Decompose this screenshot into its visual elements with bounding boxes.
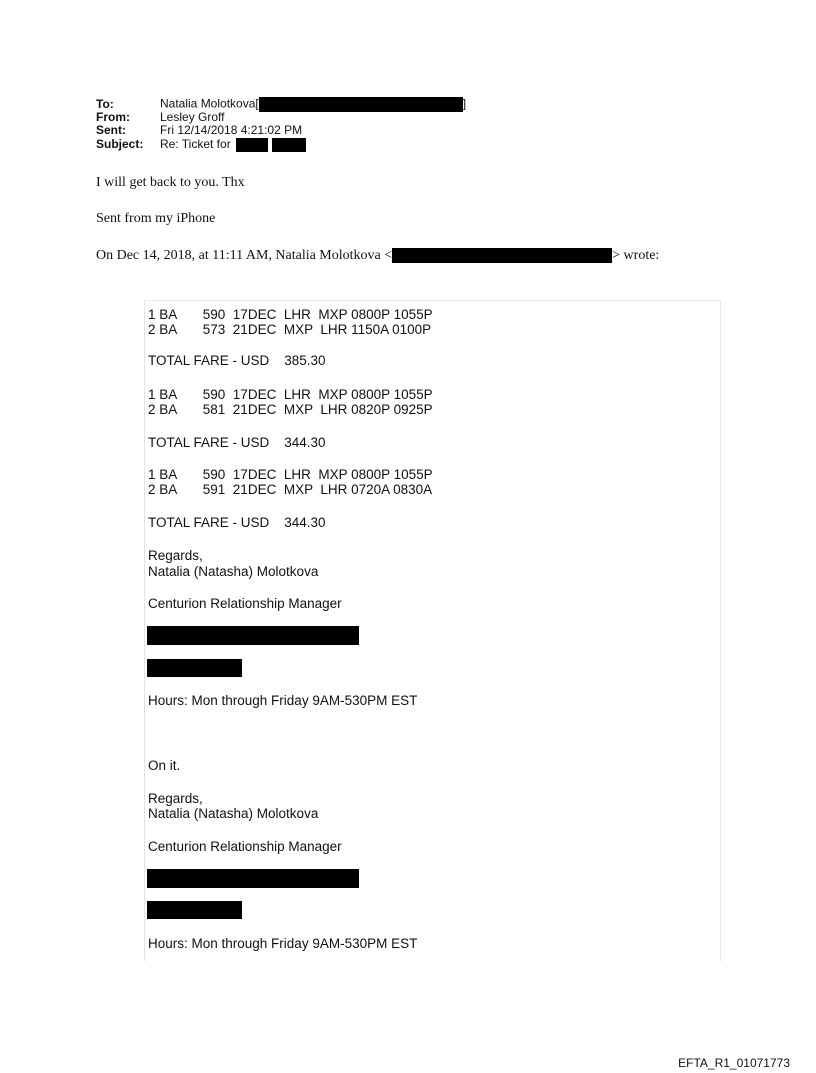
from-value: Lesley Groff	[160, 109, 225, 124]
itinerary-2-leg-2: 2 BA 581 21DEC MXP LHR 0820P 0925P	[148, 402, 433, 417]
signature-hours: Hours: Mon through Friday 9AM-530PM EST	[148, 693, 418, 708]
itinerary-3-leg-2: 2 BA 591 21DEC MXP LHR 0720A 0830A	[148, 482, 433, 497]
redaction-bar	[147, 626, 359, 645]
redaction-bar	[236, 138, 268, 152]
to-row	[96, 97, 466, 111]
sent-row	[96, 124, 466, 138]
itinerary-2-leg-1: 1 BA 590 17DEC LHR MXP 0800P 1055P	[148, 387, 433, 402]
redaction-bar	[147, 659, 242, 677]
redaction-bar	[147, 901, 242, 919]
subject-label: Subject:	[96, 136, 144, 151]
itinerary-1-leg-2: 2 BA 573 21DEC MXP LHR 1150A 0100P	[148, 322, 432, 337]
signature-name: Natalia (Natasha) Molotkova	[148, 564, 319, 579]
quote-attribution	[96, 248, 659, 264]
itinerary-3-fare: TOTAL FARE - USD 344.30	[148, 515, 326, 530]
itinerary-2-fare: TOTAL FARE - USD 344.30	[148, 435, 326, 450]
redaction-bar	[259, 97, 463, 112]
to-label: To:	[96, 96, 114, 111]
itinerary-1-fare: TOTAL FARE - USD 385.30	[148, 353, 326, 368]
from-label: From:	[96, 109, 130, 124]
reply-on-it: On it.	[148, 758, 181, 773]
redaction-bar	[272, 138, 306, 152]
sent-value: Fri 12/14/2018 4:21:02 PM	[160, 123, 303, 137]
subject-row	[96, 138, 466, 152]
document-id: EFTA_R1_01071773	[678, 1056, 790, 1070]
itinerary-3-leg-1: 1 BA 590 17DEC LHR MXP 0800P 1055P	[148, 467, 433, 482]
subject-value: Re: Ticket for	[160, 136, 231, 151]
signature-iphone: Sent from my iPhone	[96, 211, 216, 226]
signature-title: Centurion Relationship Manager	[148, 596, 342, 611]
redaction-bar	[392, 248, 612, 263]
attribution-prefix: On Dec 14, 2018, at 11:11 AM, Natalia Molotkova <	[96, 248, 393, 263]
email-header	[96, 97, 466, 151]
quoted-message	[144, 300, 721, 961]
attribution-suffix: > wrote:	[612, 248, 660, 263]
redaction-bar	[147, 869, 359, 888]
signature-regards: Regards,	[148, 548, 203, 563]
sent-label: Sent:	[96, 123, 126, 137]
to-close: ]	[462, 96, 467, 111]
itinerary-1-leg-1: 1 BA 590 17DEC LHR MXP 0800P 1055P	[148, 307, 433, 322]
signature-hours: Hours: Mon through Friday 9AM-530PM EST	[148, 936, 418, 951]
signature-regards: Regards,	[148, 791, 203, 806]
to-value: Natalia Molotkova[	[160, 96, 259, 111]
signature-title: Centurion Relationship Manager	[148, 839, 342, 854]
signature-name: Natalia (Natasha) Molotkova	[148, 806, 319, 821]
from-row	[96, 111, 466, 125]
reply-text: I will get back to you. Thx	[96, 175, 245, 190]
